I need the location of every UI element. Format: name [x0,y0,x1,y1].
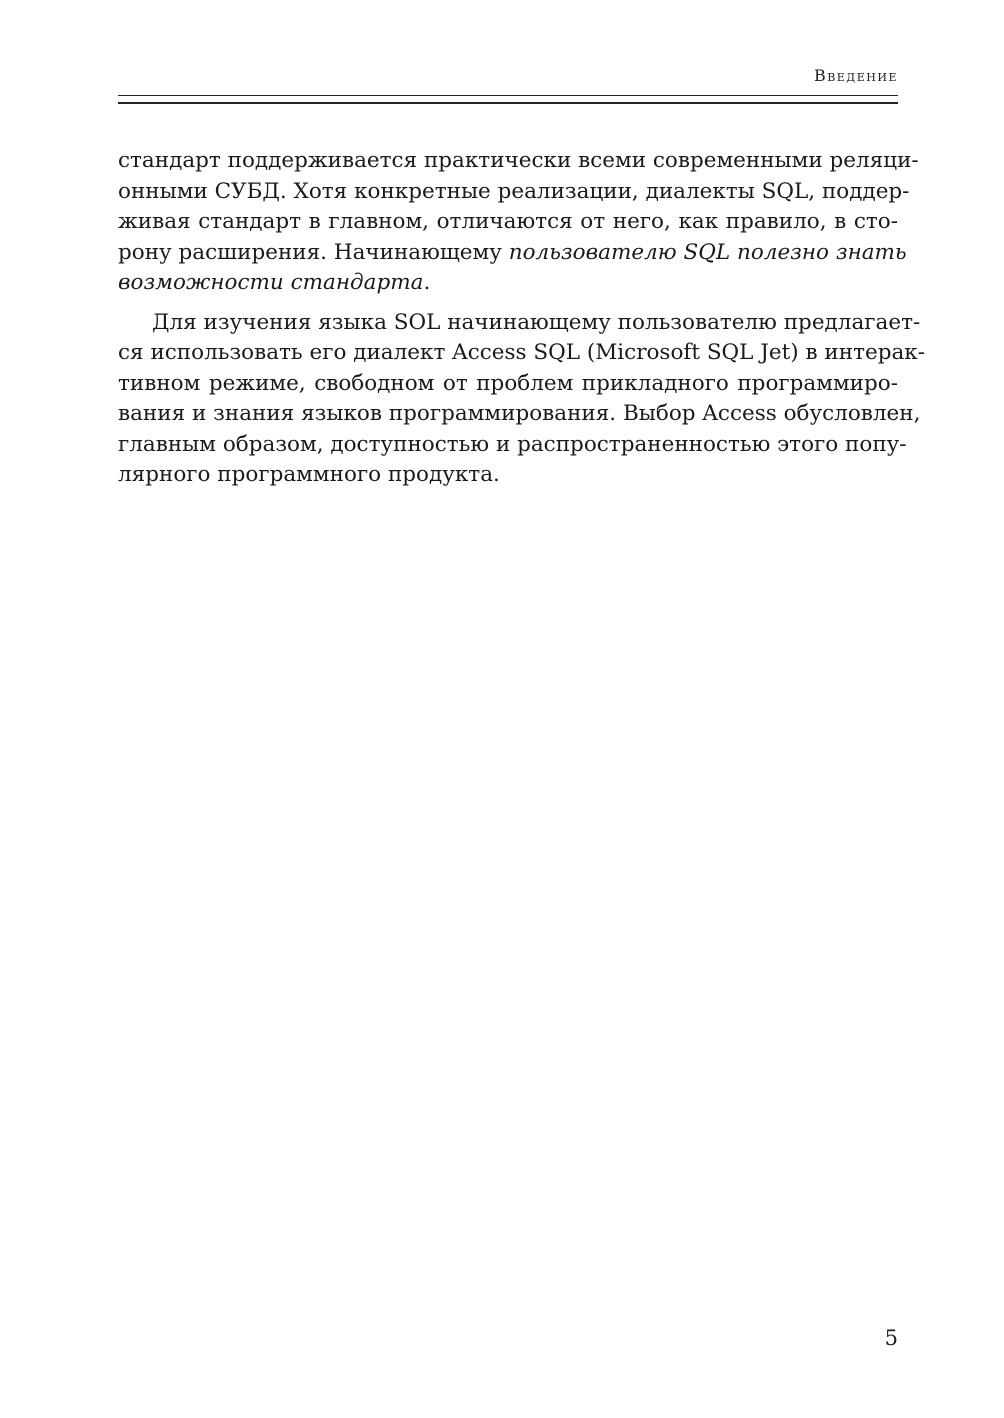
text-segment: онными СУБД. Хотя конкретные реализации, диалекты SQL, поддер- [118,178,910,204]
text-segment: тивном режиме, свободном от проблем прикладного программиро- [118,370,898,396]
text-segment-italic: пользователю SQL полезно знать [508,239,907,265]
text-segment: вания и знания языков программирования. Выбор Access обусловлен, [118,401,921,426]
text-line [118,460,898,491]
text-line [118,308,921,339]
header-double-rule [118,95,898,104]
page-number: 5 [884,1326,898,1350]
text-line [118,207,898,238]
text-line [118,430,907,461]
text-segment: стандарт поддерживается практически всеми современными реляци- [118,148,919,173]
text-line [118,399,921,430]
text-segment: лярного программного продукта. [118,462,500,487]
text-segment: . [423,270,431,295]
text-line [118,177,910,208]
text-line [118,338,925,369]
text-segment: живая стандарт в главном, отличаются от него, как правило, в сто- [118,209,898,234]
text-segment: главным образом, доступностью и распространенностью этого попу- [118,431,907,457]
text-line [118,268,898,299]
text-line [118,146,919,177]
text-segment: ся использовать его диалект Access SQL (Microsoft SQL Jet) в интерак- [118,340,925,365]
text-segment: Для изучения языка SOL начинающему пользователю предлагает- [152,309,921,335]
body-text [118,146,925,491]
paragraph-gap [118,299,898,308]
text-line [118,369,898,400]
text-segment-italic: возможности стандарта [118,270,424,295]
text-segment: рону расширения. Начинающему [118,239,509,265]
text-line [118,238,907,269]
running-title: Введение [813,66,898,85]
